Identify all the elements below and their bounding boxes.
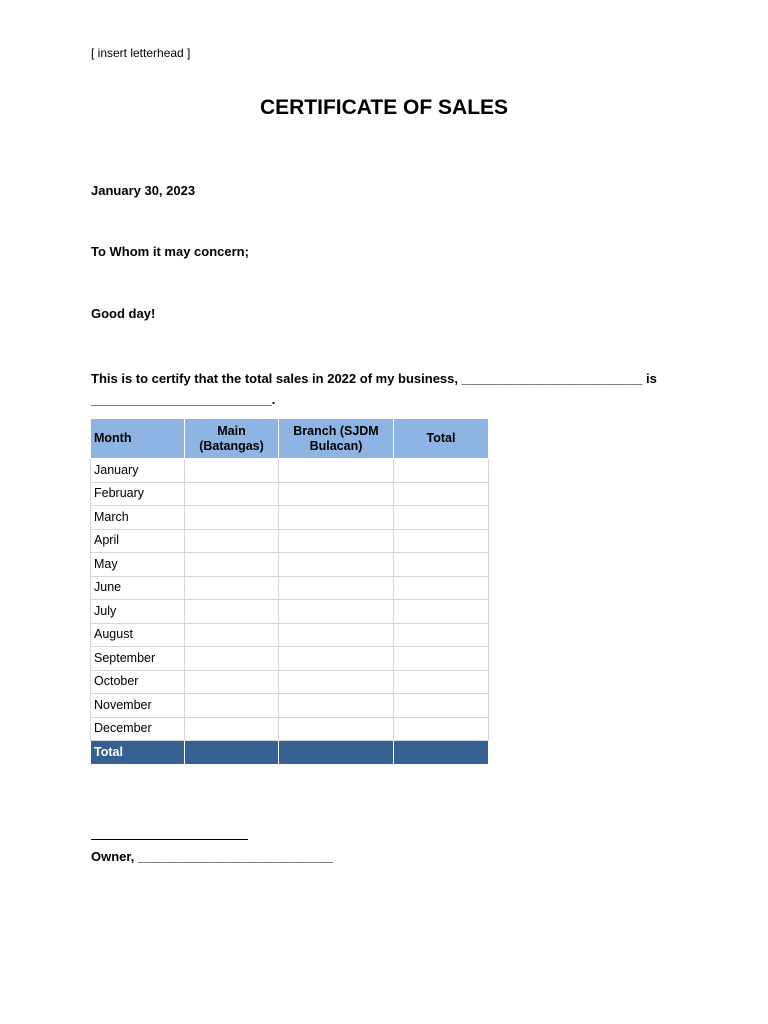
main-cell[interactable] [185, 459, 279, 483]
table-header-row [91, 419, 489, 459]
header-total: Total [394, 419, 489, 459]
table-row [91, 647, 489, 671]
branch-cell[interactable] [279, 623, 394, 647]
table-row [91, 694, 489, 718]
table-total-row [91, 741, 489, 765]
total-cell[interactable] [394, 623, 489, 647]
main-cell[interactable] [185, 670, 279, 694]
month-cell: June [91, 576, 185, 600]
month-cell: September [91, 647, 185, 671]
total-cell[interactable] [394, 576, 489, 600]
month-cell: April [91, 529, 185, 553]
month-cell: May [91, 553, 185, 577]
branch-cell[interactable] [279, 459, 394, 483]
greeting: Good day! [91, 306, 156, 321]
branch-cell[interactable] [279, 717, 394, 741]
total-cell[interactable] [394, 600, 489, 624]
document-title: CERTIFICATE OF SALES [259, 96, 509, 119]
total-cell[interactable] [394, 482, 489, 506]
table-row [91, 576, 489, 600]
total-cell[interactable] [394, 694, 489, 718]
branch-cell[interactable] [279, 576, 394, 600]
signature-line [91, 825, 248, 840]
table-row [91, 670, 489, 694]
total-cell[interactable] [394, 506, 489, 530]
branch-cell[interactable] [279, 553, 394, 577]
certification-line-1: This is to certify that the total sales in 2022 of my business, _________________________ is [91, 371, 657, 386]
table-row [91, 459, 489, 483]
header-month: Month [91, 419, 185, 459]
main-cell[interactable] [185, 694, 279, 718]
branch-total-cell[interactable] [279, 741, 394, 765]
table-row [91, 600, 489, 624]
total-cell[interactable] [394, 459, 489, 483]
month-cell: March [91, 506, 185, 530]
main-cell[interactable] [185, 647, 279, 671]
total-cell[interactable] [394, 717, 489, 741]
grand-total-cell[interactable] [394, 741, 489, 765]
month-cell: February [91, 482, 185, 506]
month-cell: July [91, 600, 185, 624]
total-cell[interactable] [394, 529, 489, 553]
branch-cell[interactable] [279, 670, 394, 694]
month-cell: November [91, 694, 185, 718]
total-cell[interactable] [394, 553, 489, 577]
main-total-cell[interactable] [185, 741, 279, 765]
sales-table [90, 418, 489, 765]
month-cell: August [91, 623, 185, 647]
month-cell: January [91, 459, 185, 483]
main-cell[interactable] [185, 553, 279, 577]
main-cell[interactable] [185, 529, 279, 553]
branch-cell[interactable] [279, 600, 394, 624]
main-cell[interactable] [185, 576, 279, 600]
branch-cell[interactable] [279, 506, 394, 530]
main-cell[interactable] [185, 482, 279, 506]
total-cell[interactable] [394, 670, 489, 694]
header-main: Main (Batangas) [185, 419, 279, 459]
table-row [91, 553, 489, 577]
total-cell[interactable] [394, 647, 489, 671]
document-date: January 30, 2023 [91, 183, 196, 198]
month-cell: October [91, 670, 185, 694]
branch-cell[interactable] [279, 694, 394, 718]
total-label-cell: Total [91, 741, 185, 765]
header-branch: Branch (SJDM Bulacan) [279, 419, 394, 459]
letterhead-placeholder: [ insert letterhead ] [91, 46, 191, 60]
month-cell: December [91, 717, 185, 741]
certification-line-2: _________________________. [91, 392, 276, 407]
certification-statement [91, 368, 691, 410]
branch-cell[interactable] [279, 482, 394, 506]
main-cell[interactable] [185, 600, 279, 624]
salutation: To Whom it may concern; [91, 244, 249, 259]
main-cell[interactable] [185, 717, 279, 741]
owner-label: Owner, ___________________________ [91, 849, 334, 864]
table-row [91, 529, 489, 553]
main-cell[interactable] [185, 506, 279, 530]
table-row [91, 482, 489, 506]
main-cell[interactable] [185, 623, 279, 647]
table-row [91, 717, 489, 741]
branch-cell[interactable] [279, 529, 394, 553]
branch-cell[interactable] [279, 647, 394, 671]
table-row [91, 506, 489, 530]
table-row [91, 623, 489, 647]
